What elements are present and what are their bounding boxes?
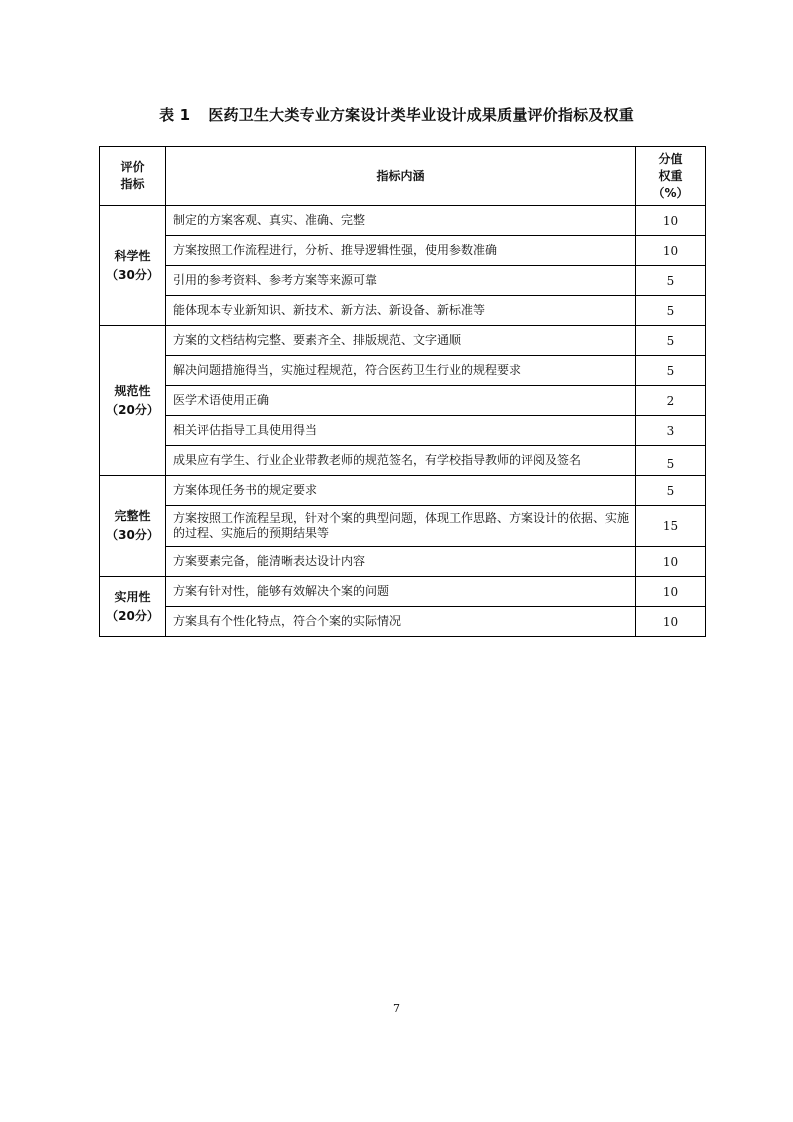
header-criteria [100, 147, 166, 206]
category-score: （20分） [106, 402, 159, 417]
table-header-row [100, 147, 706, 206]
table-number: 表 1 [159, 106, 191, 124]
weight-value: 5 [636, 356, 706, 386]
indicator-text: 方案具有个性化特点，符合个案的实际情况 [166, 607, 636, 637]
weight-value: 5 [636, 296, 706, 326]
indicator-text: 相关评估指导工具使用得当 [166, 416, 636, 446]
table-row [100, 476, 706, 506]
category-cell [100, 577, 166, 637]
weight-value: 5 [636, 266, 706, 296]
header-weight-line3: （%） [652, 185, 689, 200]
category-cell [100, 206, 166, 326]
weight-value: 10 [636, 547, 706, 577]
category-name: 规范性 [114, 383, 151, 398]
category-score: （20分） [106, 608, 159, 623]
indicator-text: 方案按照工作流程呈现，针对个案的典型问题，体现工作思路、方案设计的依据、实施的过程、实施后的预期结果等 [166, 506, 636, 547]
table-title [0, 104, 793, 125]
table-row [100, 386, 706, 416]
header-criteria-line2: 指标 [120, 177, 145, 191]
indicator-text: 方案要素完备，能清晰表达设计内容 [166, 547, 636, 577]
indicator-text: 成果应有学生、行业企业带教老师的规范签名，有学校指导教师的评阅及签名 [166, 446, 636, 476]
indicator-text: 医学术语使用正确 [166, 386, 636, 416]
weight-value: 3 [636, 416, 706, 446]
table-row [100, 266, 706, 296]
table-row [100, 206, 706, 236]
table-row [100, 296, 706, 326]
category-name: 完整性 [114, 509, 151, 523]
indicator-text: 方案的文档结构完整、要素齐全、排版规范、文字通顺 [166, 326, 636, 356]
weight-value: 2 [636, 386, 706, 416]
table-row [100, 577, 706, 607]
category-cell [100, 326, 166, 476]
table-row [100, 547, 706, 577]
evaluation-table [99, 146, 706, 637]
category-cell [100, 476, 166, 577]
indicator-text: 方案按照工作流程进行，分析、推导逻辑性强，使用参数准确 [166, 236, 636, 266]
indicator-text: 方案体现任务书的规定要求 [166, 476, 636, 506]
weight-value: 15 [636, 506, 706, 547]
table-row [100, 356, 706, 386]
indicator-text: 制定的方案客观、真实、准确、完整 [166, 206, 636, 236]
table-title-text: 医药卫生大类专业方案设计类毕业设计成果质量评价指标及权重 [208, 106, 634, 124]
table-row [100, 326, 706, 356]
table-row [100, 506, 706, 547]
table-row [100, 416, 706, 446]
header-criteria-line1: 评价 [120, 160, 145, 174]
weight-value: 5 [636, 326, 706, 356]
indicator-text: 方案有针对性，能够有效解决个案的问题 [166, 577, 636, 607]
weight-value: 5 [636, 476, 706, 506]
table-row [100, 446, 706, 476]
weight-value: 10 [636, 206, 706, 236]
indicator-text: 能体现本专业新知识、新技术、新方法、新设备、新标准等 [166, 296, 636, 326]
weight-value: 5 [636, 446, 706, 476]
category-score: （30分） [106, 267, 159, 282]
header-content: 指标内涵 [166, 147, 636, 206]
table-row [100, 236, 706, 266]
weight-value: 10 [636, 577, 706, 607]
table-row [100, 607, 706, 637]
indicator-text: 引用的参考资料、参考方案等来源可靠 [166, 266, 636, 296]
weight-value: 10 [636, 607, 706, 637]
category-name: 科学性 [114, 248, 151, 263]
category-name: 实用性 [114, 589, 151, 604]
weight-value: 10 [636, 236, 706, 266]
indicator-text: 解决问题措施得当，实施过程规范，符合医药卫生行业的规程要求 [166, 356, 636, 386]
header-weight-line2: 权重 [658, 168, 683, 183]
header-weight [636, 147, 706, 206]
header-weight-line1: 分值 [658, 151, 683, 166]
category-score: （30分） [106, 528, 159, 542]
page-number: 7 [393, 1002, 400, 1015]
